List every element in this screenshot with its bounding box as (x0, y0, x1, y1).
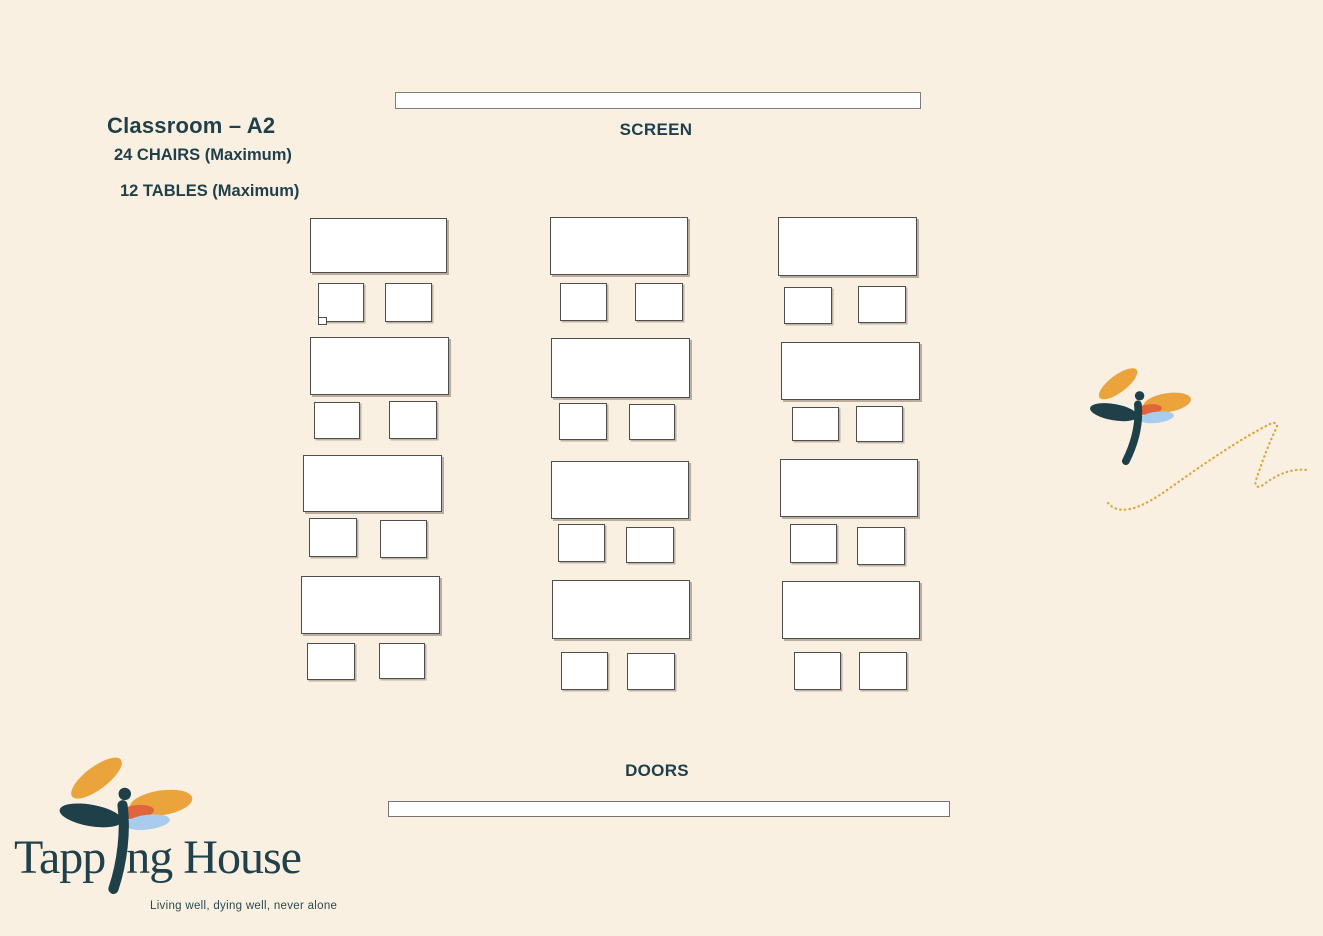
chair (794, 652, 841, 690)
table (551, 461, 689, 519)
logo-dragonfly-icon (50, 776, 200, 894)
table (303, 455, 442, 512)
chair (635, 283, 683, 321)
table (301, 576, 440, 634)
dragonfly-decoration (1078, 368, 1323, 533)
chair (856, 406, 903, 442)
chair (627, 653, 675, 690)
chair (558, 524, 605, 562)
chair (309, 518, 357, 557)
chair (307, 643, 355, 680)
table (310, 218, 447, 273)
tapping-house-logo (12, 782, 432, 932)
brand-name-suffix: ng House (126, 831, 301, 884)
table (778, 217, 917, 276)
table (310, 337, 449, 395)
chairs-capacity-label: 24 CHAIRS (Maximum) (114, 146, 292, 164)
chair (561, 652, 608, 690)
chair (380, 520, 427, 558)
chair (629, 404, 675, 440)
brand-tagline: Living well, dying well, never alone (150, 900, 338, 912)
brand-name-prefix: Tapp (14, 831, 106, 884)
chair (314, 402, 360, 439)
dragonfly-icon (1089, 363, 1193, 461)
logo-i-slot (105, 848, 126, 882)
doors-label: DOORS (625, 761, 689, 780)
chair (784, 287, 832, 324)
chair (792, 407, 839, 441)
table (782, 581, 920, 639)
chair (858, 286, 906, 323)
table (552, 580, 690, 639)
brand-name (14, 831, 301, 884)
screen-label: SCREEN (619, 120, 693, 139)
table (780, 459, 918, 517)
tables-capacity-label: 12 TABLES (Maximum) (120, 182, 300, 200)
chair (857, 527, 905, 565)
doors-bar (388, 801, 950, 817)
table (551, 338, 690, 398)
chair (559, 403, 607, 440)
chair (385, 283, 432, 322)
page-title: Classroom – A2 (107, 113, 276, 138)
chair (560, 283, 607, 321)
chair (626, 527, 674, 563)
table (781, 342, 920, 400)
chair (379, 643, 425, 679)
table (550, 217, 688, 275)
chair (389, 401, 437, 439)
chair (790, 524, 837, 563)
chair (859, 652, 907, 690)
stray-marker (318, 317, 327, 325)
